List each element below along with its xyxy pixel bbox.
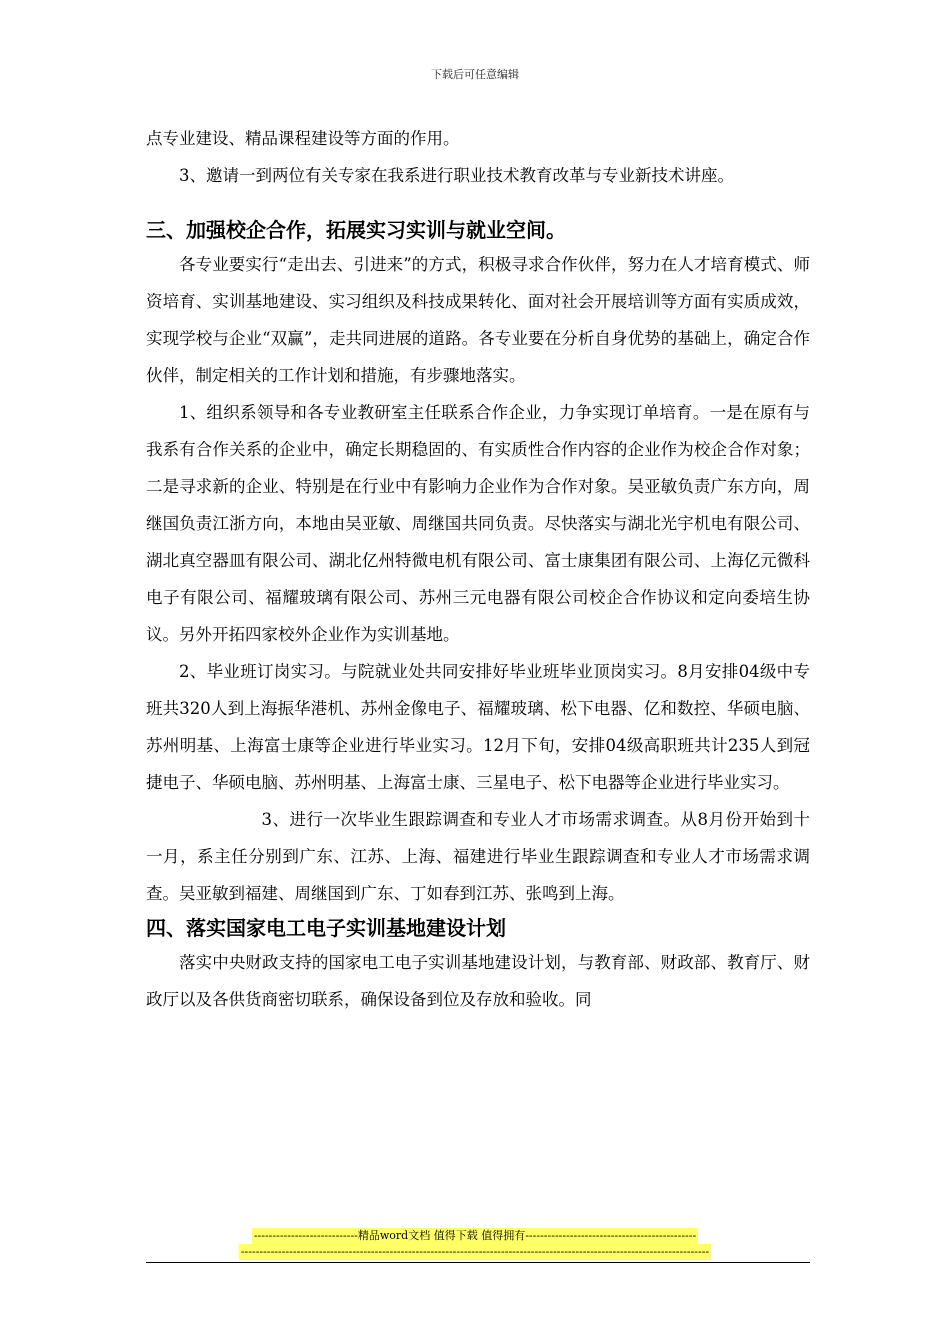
paragraph-continuation: 点专业建设、精品课程建设等方面的作用。 [146, 129, 460, 148]
document-body [146, 120, 810, 1018]
paragraph-section-3-item-1: 1、组织系领导和各专业教研室主任联系合作企业，力争实现订单培育。一是在原有与我系有合作关系的企业中，确定长期稳固的、有实质性合作内容的企业作为校企合作对象；二是寻求新的企业、特别是在行业中有影响力企业作为合作对象。吴亚敏负责广东方向，周继国负责江浙方向，本地由吴亚敏、周继国共同负责。尽快落实与湖北光宇机电有限公司、湖北真空器皿有限公司、湖北亿州特微电机有限公司、富士康集团有限公司、上海亿元微科电子有限公司、福耀玻璃有限公司、苏州三元电器有限公司校企合作协议和定向委培生协议。另外开拓四家校外企业作为实训基地。 [146, 403, 810, 644]
paragraph-section-4-intro: 落实中央财政支持的国家电工电子实训基地建设计划，与教育部、财政部、教育厅、财政厅以及各供货商密切联系，确保设备到位及存放和验收。同 [146, 953, 810, 1009]
paragraph-item-3: 3、邀请一到两位有关专家在我系进行职业技术教育改革与专业新技术讲座。 [179, 166, 734, 185]
paragraph-section-3-item-2: 2、毕业班订岗实习。与院就业处共同安排好毕业班毕业顶岗实习。8月安排04级中专班共320人到上海振华港机、苏州金像电子、福耀玻璃、松下电器、亿和数控、华硕电脑、苏州明基、上海富士康等企业进行毕业实习。12月下旬，安排04级高职班共计235人到冠捷电子、华硕电脑、苏州明基、上海富士康、三星电子、松下电器等企业进行毕业实习。 [146, 662, 810, 792]
section-heading-4: 四、落实国家电工电子实训基地建设计划 [146, 916, 506, 940]
footer-line-1: ----------------------------精品word文档 值得下载 值得拥有---------------------------------------------- [253, 1229, 697, 1242]
footer-line-2: ------------------------------------------------------------------------------------------------------------------------------ [240, 1245, 710, 1258]
page-header: 下载后可任意编辑 [431, 68, 519, 81]
paragraph-section-3-intro: 各专业要实行“走出去、引进来”的方式，积极寻求合作伙伴，努力在人才培育模式、师资培育、实训基地建设、实习组织及科技成果转化、面对社会开展培训等方面有实质成效，实现学校与企业“双赢”，走共同进展的道路。各专业要在分析自身优势的基础上，确定合作伙伴，制定相关的工作计划和措施，有步骤地落实。 [146, 255, 810, 385]
section-heading-3: 三、加强校企合作，拓展实习实训与就业空间。 [146, 218, 566, 242]
paragraph-section-3-item-3: 3、进行一次毕业生跟踪调查和专业人才市场需求调查。从8月份开始到十一月，系主任分别到广东、江苏、上海、福建进行毕业生跟踪调查和专业人才市场需求调查。吴亚敏到福建、周继国到广东、丁如春到江苏、张鸣到上海。 [146, 810, 810, 903]
page-footer [0, 1228, 950, 1260]
footer-rule [146, 1262, 810, 1263]
